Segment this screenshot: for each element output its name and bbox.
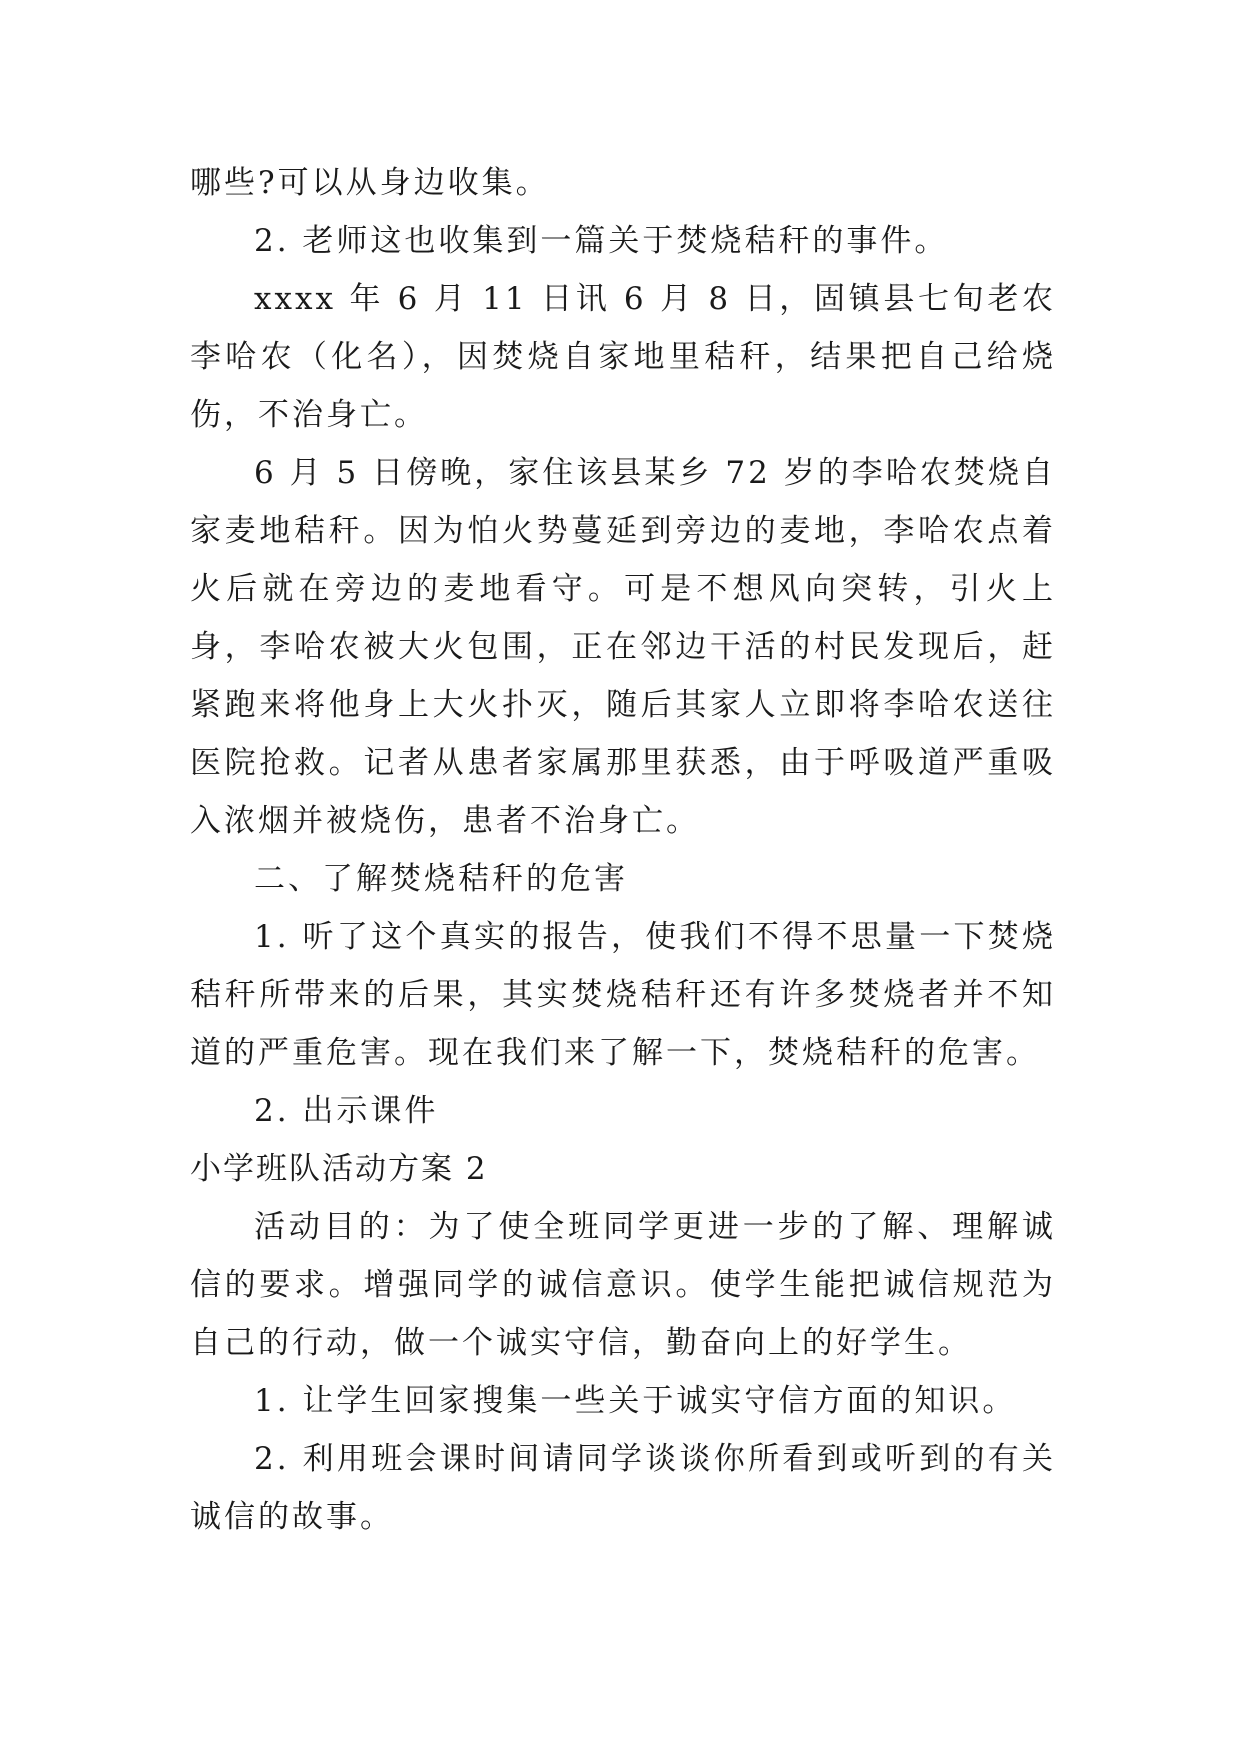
section-heading-harms: 二、了解焚烧秸秆的危害 <box>254 861 628 897</box>
section-title: 小学班队活动方案 2 <box>190 1151 488 1187</box>
paragraph-6: 1. 听了这个真实的报告，使我们不得不思量一下焚烧秸秆所带来的后果，其实焚烧秸秆还有许多焚烧者并不知道的严重危害。现在我们来了解一下，焚烧秸秆的危害。 <box>190 919 1056 1071</box>
activity-purpose-paragraph: 活动目的：为了使全班同学更进一步的了解、理解诚信的要求。增强同学的诚信意识。使学生能把诚信规范为自己的行动，做一个诚实守信，勤奋向上的好学生。 <box>190 1209 1056 1361</box>
paragraph-3: xxxx 年 6 月 11 日讯 6 月 8 日，固镇县七旬老农李哈农（化名），因焚烧自家地里秸秆，结果把自己给烧伤，不治身亡。 <box>190 281 1056 433</box>
step-1-paragraph: 1. 让学生回家搜集一些关于诚实守信方面的知识。 <box>254 1383 1017 1419</box>
paragraph-2: 2. 老师这也收集到一篇关于焚烧秸秆的事件。 <box>254 223 949 259</box>
step-2-paragraph: 2. 利用班会课时间请同学谈谈你所看到或听到的有关诚信的故事。 <box>190 1441 1056 1535</box>
document-body <box>190 154 1056 1546</box>
paragraph-7: 2. 出示课件 <box>254 1093 439 1129</box>
paragraph-4: 6 月 5 日傍晚，家住该县某乡 72 岁的李哈农焚烧自家麦地秸秆。因为怕火势蔓延到旁边的麦地，李哈农点着火后就在旁边的麦地看守。可是不想风向突转，引火上身，李哈农被大火包围，正在邻边干活的村民发现后，赶紧跑来将他身上大火扑灭，随后其家人立即将李哈农送往医院抢救。记者从患者家属那里获悉，由于呼吸道严重吸入浓烟并被烧伤，患者不治身亡。 <box>190 455 1056 839</box>
paragraph-1: 哪些?可以从身边收集。 <box>190 165 550 201</box>
